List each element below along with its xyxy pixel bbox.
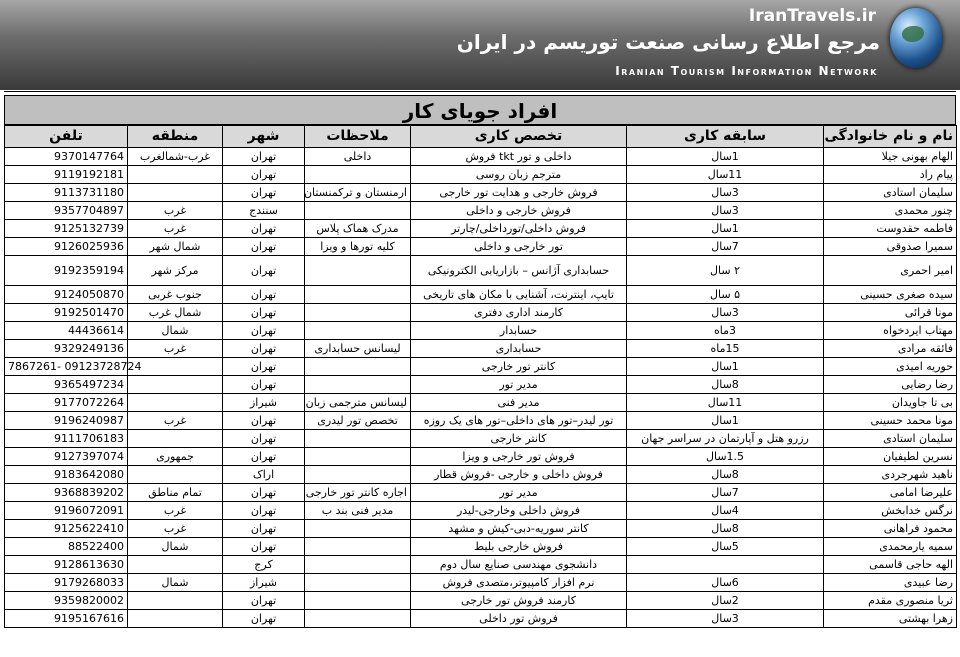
cell-experience: 3ماه [627, 322, 824, 340]
cell-specialty: نرم افزار کامپیوتر،متصدی فروش [411, 574, 627, 592]
cell-region [128, 610, 223, 628]
table-row [5, 304, 957, 322]
cell-notes [305, 466, 411, 484]
cell-experience: رزرو هتل و آپارتمان در سراسر جهان [627, 430, 824, 448]
cell-experience: 1.5سال [627, 448, 824, 466]
cell-phone: 9179268033 [5, 574, 128, 592]
cell-region [128, 184, 223, 202]
cell-specialty: کارمند اداری دفتری [411, 304, 627, 322]
cell-notes: مدیر فنی بند ب [305, 502, 411, 520]
cell-phone: 9365497234 [5, 376, 128, 394]
cell-name: علیرضا امامی [824, 484, 957, 502]
cell-city: تهران [223, 220, 305, 238]
cell-notes [305, 322, 411, 340]
cell-specialty: دانشجوی مهندسی صنایع سال دوم [411, 556, 627, 574]
cell-specialty: حسابداری [411, 340, 627, 358]
site-title-en: Iranian Tourism Information Network [615, 64, 878, 78]
table-row [5, 484, 957, 502]
cell-region [128, 358, 223, 376]
cell-experience: 3سال [627, 184, 824, 202]
table-row [5, 592, 957, 610]
table-row [5, 202, 957, 220]
cell-phone: 9329249136 [5, 340, 128, 358]
col-notes: ملاحظات [305, 126, 411, 148]
cell-phone: 9128613630 [5, 556, 128, 574]
cell-experience: 15ماه [627, 340, 824, 358]
cell-notes [305, 286, 411, 304]
table-row [5, 520, 957, 538]
cell-city: اراک [223, 466, 305, 484]
cell-phone: 9359820002 [5, 592, 128, 610]
cell-specialty: تور لیدر–تور های داخلی–تور های یک روزه [411, 412, 627, 430]
cell-phone: 9119192181 [5, 166, 128, 184]
table-row [5, 574, 957, 592]
cell-experience: 6سال [627, 574, 824, 592]
cell-region: غرب-شمالغرب [128, 148, 223, 166]
cell-city: تهران [223, 430, 305, 448]
globe-logo-icon [890, 8, 942, 68]
cell-city: تهران [223, 412, 305, 430]
cell-notes [305, 376, 411, 394]
cell-city: تهران [223, 148, 305, 166]
cell-region: غرب [128, 340, 223, 358]
cell-region [128, 592, 223, 610]
cell-region [128, 556, 223, 574]
cell-city: کرج [223, 556, 305, 574]
cell-region [128, 376, 223, 394]
cell-experience: 1سال [627, 412, 824, 430]
cell-phone: 9195167616 [5, 610, 128, 628]
cell-notes [305, 592, 411, 610]
cell-city: سنندج [223, 202, 305, 220]
cell-specialty: فروش داخلی/تورداخلی/چارتر [411, 220, 627, 238]
cell-specialty: حسابداری آژانس – بازاریابی الکترونیکی [411, 256, 627, 286]
cell-notes: لیسانس مترجمی زبان [305, 394, 411, 412]
cell-experience: 8سال [627, 520, 824, 538]
cell-notes [305, 202, 411, 220]
cell-name: چنور محمدی [824, 202, 957, 220]
cell-name: نرگس خدابخش [824, 502, 957, 520]
cell-name: بی تا جاویدان [824, 394, 957, 412]
cell-specialty: تایپ، اینترنت، آشنایی با مکان های تاریخی [411, 286, 627, 304]
cell-phone: 9370147764 [5, 148, 128, 166]
table-row [5, 322, 957, 340]
cell-region [128, 466, 223, 484]
cell-region: جنوب غربی [128, 286, 223, 304]
cell-phone: 9124050870 [5, 286, 128, 304]
cell-notes: لیسانس حسابداری [305, 340, 411, 358]
cell-phone: 9127397074 [5, 448, 128, 466]
cell-notes [305, 256, 411, 286]
cell-city: تهران [223, 256, 305, 286]
cell-notes: مدرک هماک پلاس [305, 220, 411, 238]
cell-name: امیر احمری [824, 256, 957, 286]
cell-name: ثریا منصوری مقدم [824, 592, 957, 610]
cell-specialty: کانتر خارجی [411, 430, 627, 448]
table-row [5, 538, 957, 556]
table-row [5, 412, 957, 430]
cell-phone: 9368839202 [5, 484, 128, 502]
site-name[interactable]: IranTravels.ir [748, 6, 876, 26]
table-row [5, 184, 957, 202]
cell-name: الهه حاجی قاسمی [824, 556, 957, 574]
cell-region [128, 430, 223, 448]
cell-phone: 9196072091 [5, 502, 128, 520]
cell-notes: کلیه تورها و ویزا [305, 238, 411, 256]
cell-specialty: فروش داخلی و خارجی -فروش قطار [411, 466, 627, 484]
cell-region [128, 394, 223, 412]
cell-city: شیراز [223, 574, 305, 592]
cell-name: رضا رضایی [824, 376, 957, 394]
cell-experience: 1سال [627, 358, 824, 376]
cell-phone: 9192359194 [5, 256, 128, 286]
cell-notes [305, 304, 411, 322]
site-title-fa: مرجع اطلاع رسانی صنعت توریسم در ایران [456, 30, 880, 54]
cell-specialty: فروش تور خارجی و ویزا [411, 448, 627, 466]
table-row [5, 166, 957, 184]
cell-experience: 7سال [627, 484, 824, 502]
table-row [5, 238, 957, 256]
cell-region: غرب [128, 502, 223, 520]
cell-city: تهران [223, 538, 305, 556]
table-row [5, 220, 957, 238]
cell-specialty: مدیر تور [411, 376, 627, 394]
cell-city: تهران [223, 376, 305, 394]
col-experience: سابقه کاری [627, 126, 824, 148]
cell-phone: 9126025936 [5, 238, 128, 256]
cell-specialty: فروش داخلی وخارجی-لیدر [411, 502, 627, 520]
cell-phone: 9183642080 [5, 466, 128, 484]
cell-phone: 88522400 [5, 538, 128, 556]
table-row [5, 430, 957, 448]
cell-experience: 3سال [627, 304, 824, 322]
cell-notes: داخلی [305, 148, 411, 166]
cell-notes [305, 556, 411, 574]
cell-notes [305, 448, 411, 466]
cell-region: مرکز شهر [128, 256, 223, 286]
cell-specialty: کانتر سوریه-دبی-کیش و مشهد [411, 520, 627, 538]
cell-name: مونا قرائی [824, 304, 957, 322]
cell-region: شمال شهر [128, 238, 223, 256]
cell-name: فائقه مرادی [824, 340, 957, 358]
cell-experience: 8سال [627, 466, 824, 484]
col-city: شهر [223, 126, 305, 148]
cell-notes [305, 520, 411, 538]
cell-name: سلیمان استادی [824, 430, 957, 448]
cell-city: تهران [223, 592, 305, 610]
cell-experience: ۲ سال [627, 256, 824, 286]
cell-experience [627, 556, 824, 574]
cell-specialty: مترجم زبان روسی [411, 166, 627, 184]
cell-name: الهام بهونی جیلا [824, 148, 957, 166]
table-row [5, 148, 957, 166]
cell-name: سلیمان استادی [824, 184, 957, 202]
cell-region: شمال غرب [128, 304, 223, 322]
col-specialty: تخصص کاری [411, 126, 627, 148]
table-row [5, 556, 957, 574]
cell-phone: 9357704897 [5, 202, 128, 220]
cell-region: تمام مناطق [128, 484, 223, 502]
cell-specialty: فروش خارجی بلیط [411, 538, 627, 556]
cell-experience: 3سال [627, 202, 824, 220]
cell-phone: 9111706183 [5, 430, 128, 448]
table-row [5, 358, 957, 376]
cell-notes [305, 610, 411, 628]
header-row [5, 126, 957, 148]
cell-region: غرب [128, 520, 223, 538]
cell-phone: 9177072264 [5, 394, 128, 412]
cell-phone: 9113731180 [5, 184, 128, 202]
cell-notes: اجاره کانتر تور خارجی [305, 484, 411, 502]
table-row [5, 340, 957, 358]
cell-phone: 7867261- 09123728724 [5, 358, 128, 376]
cell-name: محمود فراهانی [824, 520, 957, 538]
cell-city: تهران [223, 520, 305, 538]
cell-specialty: داخلی و تور tkt فروش [411, 148, 627, 166]
cell-specialty: مدیر فنی [411, 394, 627, 412]
cell-city: تهران [223, 184, 305, 202]
col-region: منطقه [128, 126, 223, 148]
cell-phone: 9125132739 [5, 220, 128, 238]
cell-city: تهران [223, 448, 305, 466]
cell-city: تهران [223, 502, 305, 520]
cell-specialty: فروش خارجی و داخلی [411, 202, 627, 220]
cell-experience: ۵ سال [627, 286, 824, 304]
cell-city: تهران [223, 304, 305, 322]
cell-city: تهران [223, 358, 305, 376]
cell-phone: 9192501470 [5, 304, 128, 322]
cell-experience: 11سال [627, 394, 824, 412]
cell-experience: 1سال [627, 220, 824, 238]
cell-phone: 9125622410 [5, 520, 128, 538]
cell-name: سیده صغری حسینی [824, 286, 957, 304]
cell-city: تهران [223, 484, 305, 502]
cell-notes [305, 574, 411, 592]
table-row [5, 394, 957, 412]
cell-name: رضا عبیدی [824, 574, 957, 592]
cell-region: شمال [128, 322, 223, 340]
job-seekers-table [4, 125, 957, 628]
cell-notes [305, 430, 411, 448]
cell-name: زهرا بهشتی [824, 610, 957, 628]
table-row [5, 376, 957, 394]
cell-notes [305, 358, 411, 376]
cell-name: سمیرا صدوقی [824, 238, 957, 256]
cell-notes [305, 166, 411, 184]
cell-city: تهران [223, 610, 305, 628]
cell-region: شمال [128, 574, 223, 592]
cell-specialty: کانتر تور خارجی [411, 358, 627, 376]
cell-specialty: فروش تور داخلی [411, 610, 627, 628]
cell-notes [305, 538, 411, 556]
cell-city: تهران [223, 166, 305, 184]
cell-region: غرب [128, 412, 223, 430]
cell-experience: 5سال [627, 538, 824, 556]
table-row [5, 286, 957, 304]
table-row [5, 610, 957, 628]
cell-region: غرب [128, 202, 223, 220]
cell-experience: 4سال [627, 502, 824, 520]
cell-experience: 11سال [627, 166, 824, 184]
site-banner [0, 0, 960, 90]
cell-name: ناهید شهرجردی [824, 466, 957, 484]
cell-experience: 7سال [627, 238, 824, 256]
cell-specialty: فروش خارجی و هدایت تور خارجی [411, 184, 627, 202]
cell-specialty: حسابدار [411, 322, 627, 340]
cell-specialty: کارمند فروش تور خارجی [411, 592, 627, 610]
cell-city: شیراز [223, 394, 305, 412]
cell-specialty: تور خارجی و داخلی [411, 238, 627, 256]
table-row [5, 448, 957, 466]
cell-experience: 1سال [627, 148, 824, 166]
cell-city: تهران [223, 340, 305, 358]
cell-notes: ارمنستان و ترکمنستان [305, 184, 411, 202]
cell-region: غرب [128, 220, 223, 238]
table-row [5, 466, 957, 484]
cell-name: حوریه امیدی [824, 358, 957, 376]
cell-region: شمال [128, 538, 223, 556]
cell-experience: 2سال [627, 592, 824, 610]
cell-name: سمیه یارمحمدی [824, 538, 957, 556]
cell-city: تهران [223, 322, 305, 340]
cell-phone: 44436614 [5, 322, 128, 340]
cell-region: جمهوری [128, 448, 223, 466]
cell-region [128, 166, 223, 184]
table-row [5, 256, 957, 286]
cell-specialty: مدیر تور [411, 484, 627, 502]
cell-name: مهتاب ایردخواه [824, 322, 957, 340]
cell-city: تهران [223, 238, 305, 256]
cell-experience: 3سال [627, 610, 824, 628]
cell-name: فاطمه حقدوست [824, 220, 957, 238]
cell-name: مونا محمد حسینی [824, 412, 957, 430]
table-title: افراد جویای کار [4, 95, 956, 125]
col-name: نام و نام خانوادگی [824, 126, 957, 148]
cell-city: تهران [223, 286, 305, 304]
cell-experience: 8سال [627, 376, 824, 394]
cell-phone: 9196240987 [5, 412, 128, 430]
col-phone: تلفن [5, 126, 128, 148]
cell-name: پیام راد [824, 166, 957, 184]
cell-name: نسرین لطیفیان [824, 448, 957, 466]
table-row [5, 502, 957, 520]
cell-notes: تخصص تور لیدری [305, 412, 411, 430]
